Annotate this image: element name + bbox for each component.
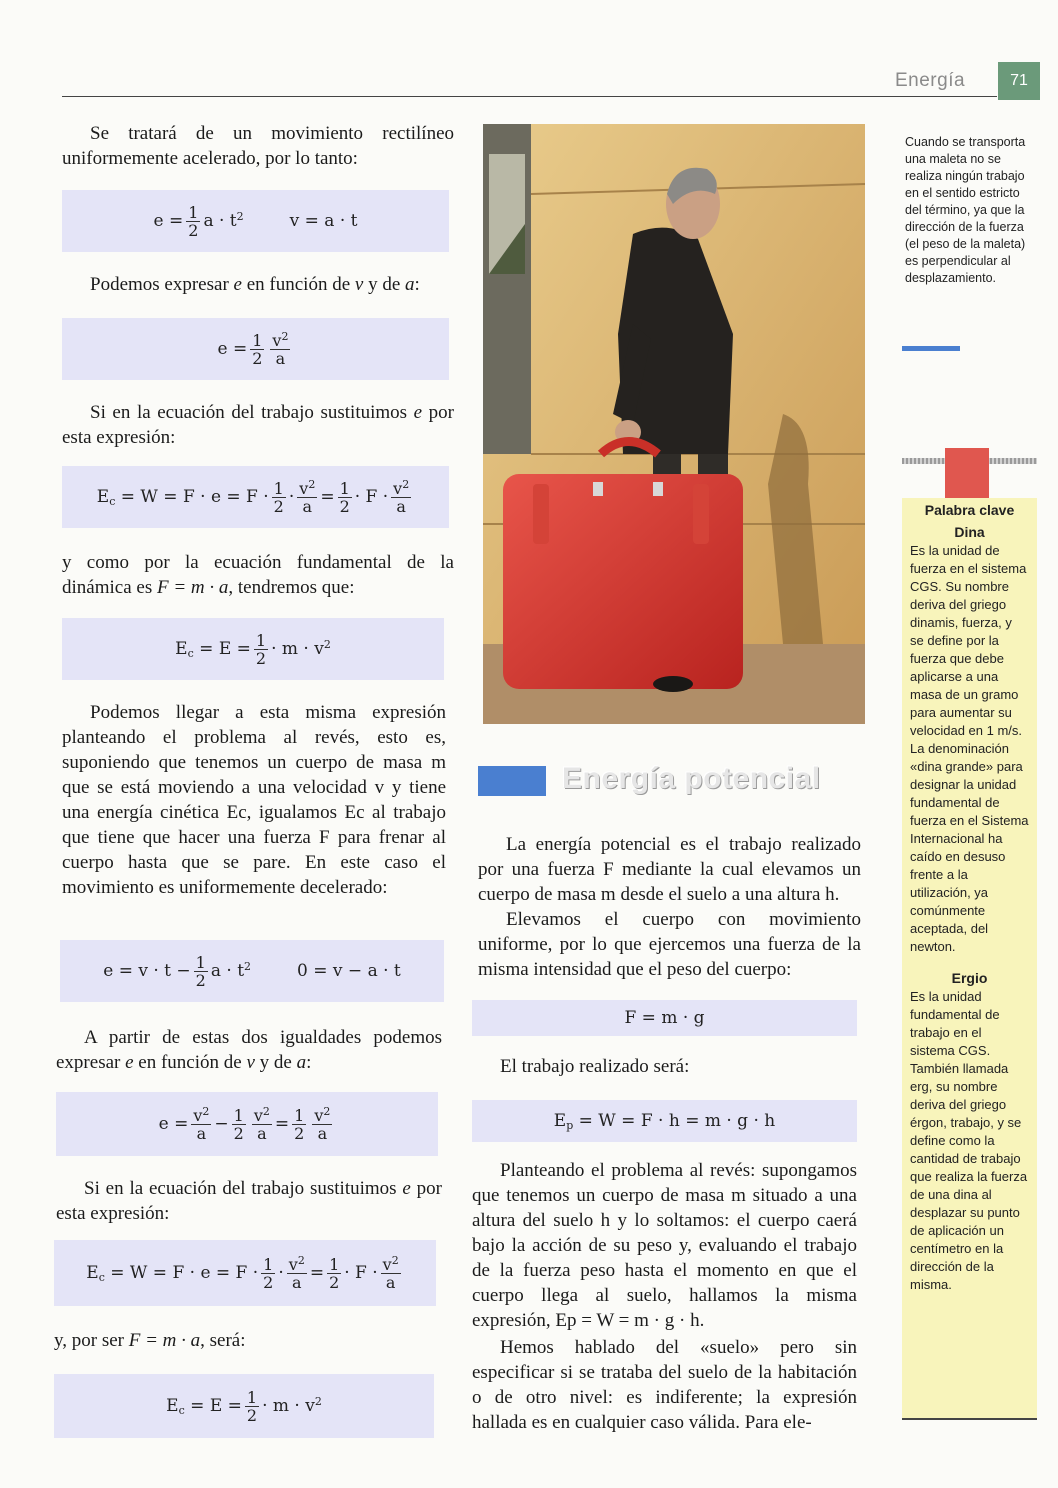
paragraph-ep-1: La energía potencial es el trabajo realizado por una fuerza F mediante la cual elevamos un cuerpo de masa m desde el suelo a una altura h. [478,834,861,905]
formula-box-2: e = $\frac{1}{2}$ $\frac{v^2}{a}$ [62,318,449,380]
keyword-box [902,498,1037,1420]
section-heading-energia-potencial: Energía potencial [562,762,821,795]
paragraph-5: Podemos llegar a esta misma expresión planteando el problema al revés, esto es, suponiendo que tenemos un cuerpo de masa m que se está moviendo a una velocidad v y tiene una energía cinética Ec, igualamos Ec al trabajo que tiene que hacer una fuerza F para frenar al cuerpo hasta que se pare. En este caso el movimiento es uniformemente decelerado: [62,702,446,898]
heading-color-block [478,766,546,796]
page-number: 71 [998,62,1040,100]
paragraph-6: A partir de estas dos igualdades podemos expresar e en función de v y de a: [56,1027,442,1073]
paragraph-7: Si en la ecuación del trabajo sustituimos e por esta expresión: [56,1178,443,1224]
keyword-box-title: Palabra clave [924,502,1015,518]
paragraph-8: y, por ser F = m · a, será: [54,1330,246,1351]
keyword-term-dina: Dina [954,524,985,540]
formula-box-9: F = m · g [472,1000,857,1036]
formula-box-6: e = $\frac{v^2}{a}$ − $\frac{1}{2}$ $\frac{v^2}{a}$ = $\frac{1}{2}$ $\frac{v^2}{a}$ [56,1092,438,1156]
formula-box-5: e = v · t − $\frac{1}{2}$ $a \cdot t^2$ 0 = v − a · t [60,940,444,1002]
caption-accent-bar [902,346,960,351]
keyword-definition-dina: Es la unidad de fuerza en el sistema CGS. Su nombre deriva del griego dinamis, fuerza, y se define por la fuerza que debe aplicarse a una masa de un gramo para aumentar su velocidad en 1 m/s. La denominación «dina grande» para designar la unidad fundamental de fuerza en el Sistema Internacional ha caído en desuso frente a la utilización, ya comúnmente aceptada, del newton. [910,543,1029,954]
header-rule [62,96,997,97]
keyword-term-ergio: Ergio [951,970,988,986]
paragraph-ep-4: Planteando el problema al revés: supongamos que tenemos un cuerpo de masa m situado a una altura del suelo h y lo soltamos: el cuerpo caerá bajo la acción de su peso y, evaluando el trabajo de la fuerza peso hasta el momento en que el cuerpo llega al suelo, hallamos la misma expresión, Ep = W = m · g · h. [472,1160,857,1331]
formula-box-3: $E_c = W = F \cdot e = F$ · $\frac{1}{2}$ · $\frac{v^2}{a}$ = $\frac{1}{2}$ · F · $\frac{v^2}{a}$ [62,466,449,528]
paragraph-ep-2: Elevamos el cuerpo con movimiento uniforme, por lo que ejercemos una fuerza de la misma intensidad que el peso del cuerpo: [478,909,861,980]
section-title: Energía [895,70,966,91]
photo-man-with-suitcase [483,124,865,724]
keyword-definition-ergio: Es la unidad fundamental de trabajo en el sistema CGS. También llamada erg, su nombre deriva del griego érgon, trabajo, y se define como la cantidad de trabajo que realiza la fuerza de una dina al desplazar su punto de aplicación un centímetro en la dirección de la misma. [910,989,1028,1292]
paragraph-1: Se tratará de un movimiento rectilíneo uniformemente acelerado, por lo tanto: [62,123,454,169]
paragraph-4: y como por la ecuación fundamental de la dinámica es F = m · a, tendremos que: [62,552,454,598]
photo-caption: Cuando se transporta una maleta no se realiza ningún trabajo en el sentido estricto del término, ya que la dirección de la fuerza (el peso de la maleta) es perpendicular al desplazamiento. [905,135,1026,285]
formula-box-8: $E_c = E$ = $\frac{1}{2}$ · $m \cdot v^2$ [54,1374,434,1438]
paragraph-ep-3: El trabajo realizado será: [500,1056,690,1077]
paragraph-2: Podemos expresar e en función de v y de a: [90,274,420,295]
keyword-red-tab [945,448,989,500]
formula-box-4: $E_c = E$ = $\frac{1}{2}$ · $m \cdot v^2$ [62,618,444,680]
formula-box-7: $E_c = W = F \cdot e = F$ · $\frac{1}{2}$ · $\frac{v^2}{a}$ = $\frac{1}{2}$ · F · $\frac{v^2}{a}$ [54,1240,436,1306]
formula-box-10: $E_p = W = F \cdot h = m \cdot g \cdot h$ [472,1100,857,1142]
paragraph-ep-5: Hemos hablado del «suelo» pero sin especificar si se trataba del suelo de la habitación o de otro nivel: es indiferente; la expresión hallada es en cualquier caso válida. Para ele- [472,1337,857,1433]
formula-box-1: e = $\frac{1}{2}$ $a \cdot t^2$ v = a · t [62,190,449,252]
paragraph-3: Si en la ecuación del trabajo sustituimos e por esta expresión: [62,402,455,448]
